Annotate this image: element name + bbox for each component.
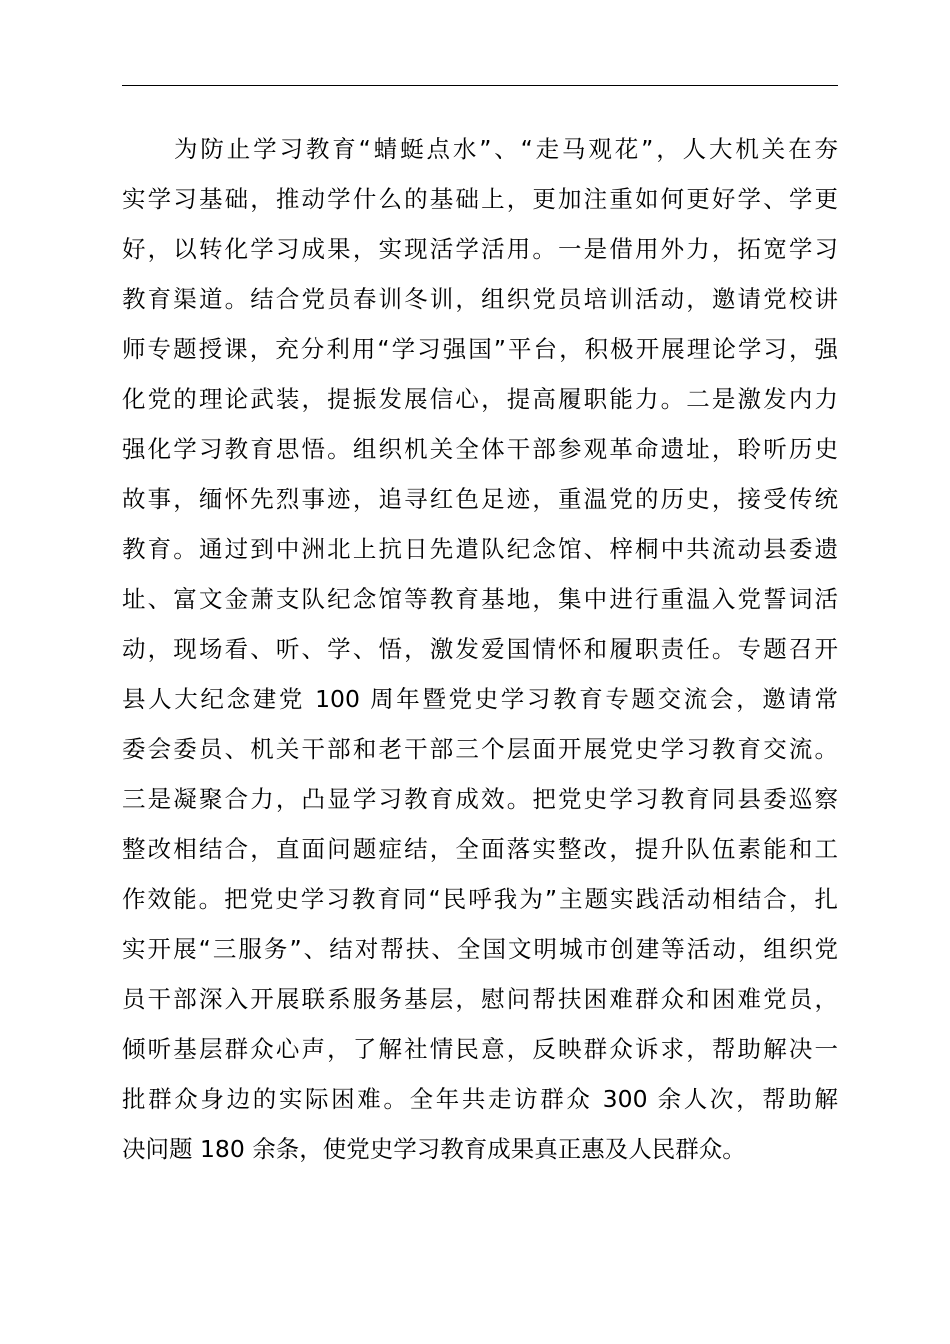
paragraph-line: 决问题 180 余条，使党史学习教育成果真正惠及人民群众。 — [122, 1135, 746, 1163]
paragraph-line: 好，以转化学习成果，实现活学活用。一是借用外力，拓宽学习 — [122, 235, 838, 263]
paragraph-line: 批群众身边的实际困难。全年共走访群众 300 余人次，帮助解 — [122, 1085, 838, 1113]
paragraph-line: 员干部深入开展联系服务基层，慰问帮扶困难群众和困难党员， — [122, 985, 838, 1013]
paragraph-line: 作效能。把党史学习教育同“民呼我为”主题实践活动相结合，扎 — [122, 885, 838, 913]
paragraph-line: 址、富文金萧支队纪念馆等教育基地，集中进行重温入党誓词活 — [122, 585, 838, 613]
paragraph-line: 为防止学习教育“蜻蜓点水”、“走马观花”，人大机关在夯 — [174, 135, 838, 163]
paragraph-line: 师专题授课，充分利用“学习强国”平台，积极开展理论学习，强 — [122, 335, 838, 363]
body-paragraph — [122, 124, 838, 1174]
paragraph-line: 化党的理论武装，提振发展信心，提高履职能力。二是激发内力 — [122, 385, 838, 413]
paragraph-line: 实开展“三服务”、结对帮扶、全国文明城市创建等活动，组织党 — [122, 935, 838, 963]
paragraph-line: 教育。通过到中洲北上抗日先遣队纪念馆、梓桐中共流动县委遗 — [122, 535, 838, 563]
paragraph-line: 县人大纪念建党 100 周年暨党史学习教育专题交流会，邀请常 — [122, 685, 838, 713]
paragraph-line: 整改相结合，直面问题症结，全面落实整改，提升队伍素能和工 — [122, 835, 838, 863]
paragraph-line: 动，现场看、听、学、悟，激发爱国情怀和履职责任。专题召开 — [122, 635, 838, 663]
paragraph-line: 教育渠道。结合党员春训冬训，组织党员培训活动，邀请党校讲 — [122, 285, 838, 313]
paragraph-line: 三是凝聚合力，凸显学习教育成效。把党史学习教育同县委巡察 — [122, 785, 838, 813]
paragraph-line: 倾听基层群众心声，了解社情民意，反映群众诉求，帮助解决一 — [122, 1035, 838, 1063]
paragraph-line: 实学习基础，推动学什么的基础上，更加注重如何更好学、学更 — [122, 185, 838, 213]
paragraph-line: 委会委员、机关干部和老干部三个层面开展党史学习教育交流。 — [122, 735, 838, 763]
paragraph-line: 故事，缅怀先烈事迹，追寻红色足迹，重温党的历史，接受传统 — [122, 485, 838, 513]
header-rule — [122, 85, 838, 86]
paragraph-line: 强化学习教育思悟。组织机关全体干部参观革命遗址，聆听历史 — [122, 435, 838, 463]
